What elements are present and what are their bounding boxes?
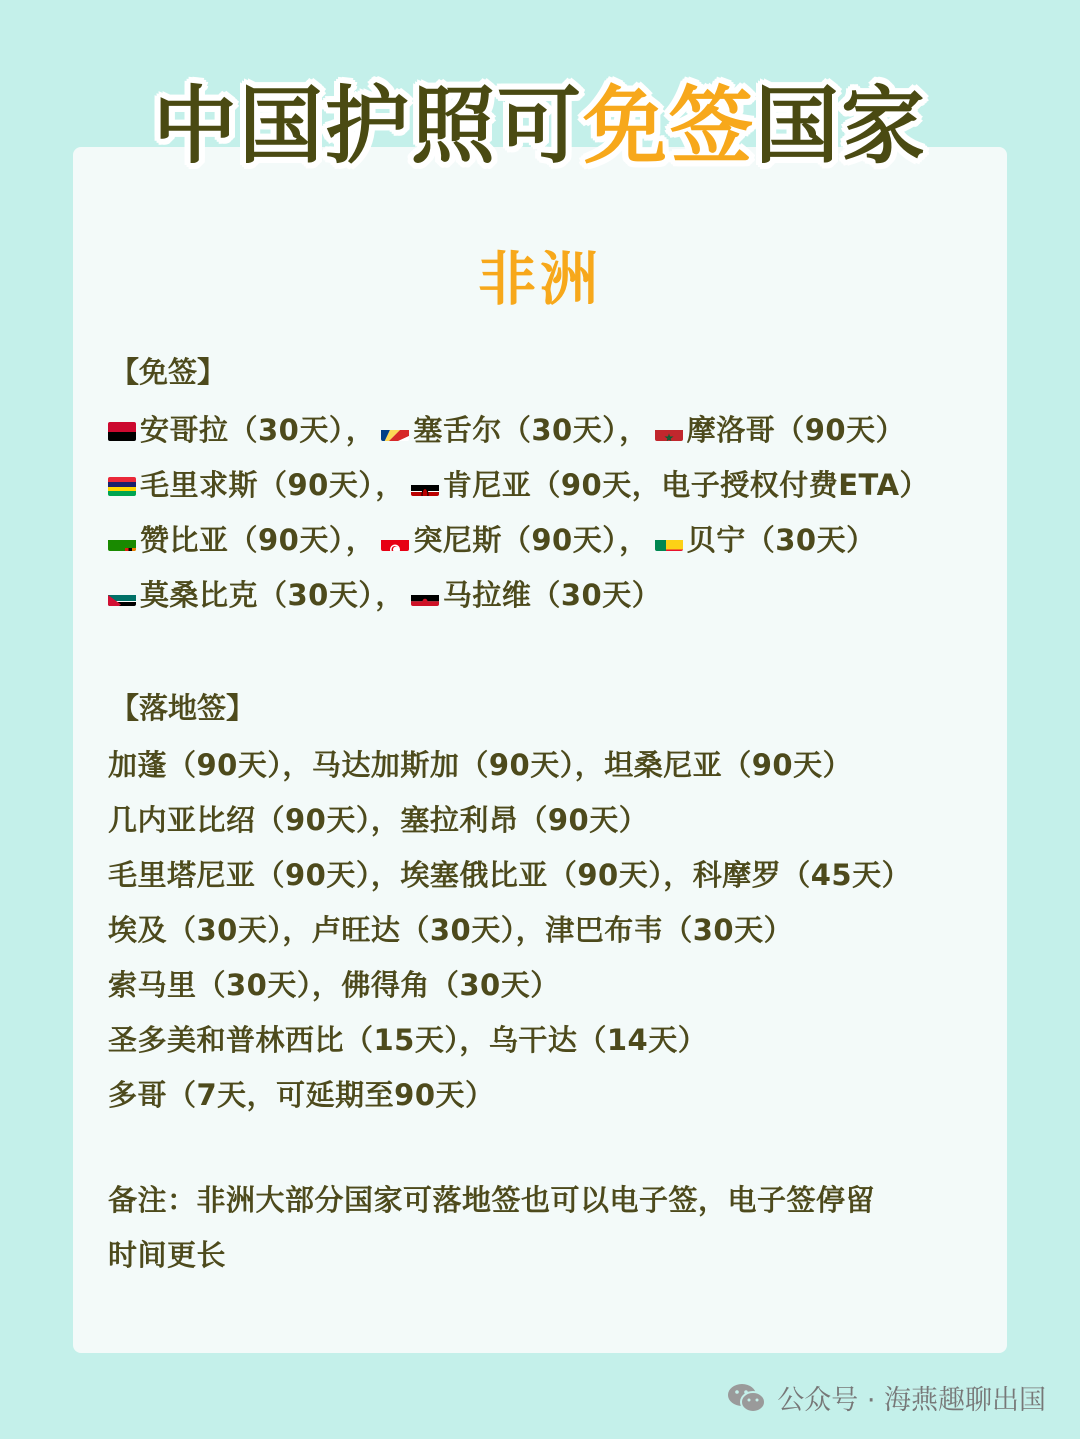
country-entry: 贝宁（30天）	[686, 523, 876, 557]
separator: ，	[345, 523, 376, 557]
country-entry: 突尼斯（90天）	[413, 523, 618, 557]
title-part2: 国家	[755, 77, 928, 175]
arrival-line: 几内亚比绍（90天），塞拉利昂（90天）	[108, 803, 649, 837]
arrival-line: 毛里塔尼亚（90天），埃塞俄比亚（90天），科摩罗（45天）	[108, 858, 912, 892]
separator: ，	[619, 413, 649, 447]
arrival-line: 索马里（30天），佛得角（30天）	[108, 968, 560, 1002]
arrival-line: 圣多美和普林西比（15天），乌干达（14天）	[108, 1023, 708, 1057]
kenya-flag-icon	[411, 477, 439, 496]
visa-free-row	[108, 463, 929, 504]
country-entry: 塞舌尔（30天）	[413, 413, 618, 447]
morocco-flag-icon	[655, 422, 683, 441]
seychelles-flag-icon	[381, 422, 409, 441]
separator: ，	[619, 523, 649, 557]
region-subtitle: 非洲	[477, 245, 602, 313]
arrival-line: 加蓬（90天），马达加斯加（90天），坦桑尼亚（90天）	[108, 748, 853, 782]
country-entry: 肯尼亚（90天，电子授权付费ETA）	[442, 468, 930, 502]
arrival-line: 埃及（30天），卢旺达（30天），津巴布韦（30天）	[108, 913, 794, 947]
note-line-1: 备注：非洲大部分国家可落地签也可以电子签，电子签停留	[108, 1183, 876, 1217]
country-entry: 安哥拉（30天）	[140, 413, 344, 447]
wechat-icon	[727, 1382, 767, 1414]
visa-free-row	[108, 573, 661, 614]
malawi-flag-icon	[411, 587, 439, 606]
benin-flag-icon	[655, 532, 683, 551]
country-entry: 马拉维（30天）	[442, 578, 662, 612]
arrival-line: 多哥（7天，可延期至90天）	[108, 1078, 495, 1112]
country-entry: 毛里求斯（90天）	[140, 468, 374, 502]
footer-text: 公众号 · 海燕趣聊出国	[777, 1385, 1046, 1416]
visa-free-row	[108, 518, 876, 559]
footer-watermark	[727, 1378, 1046, 1417]
country-entry: 莫桑比克（30天）	[140, 578, 374, 612]
page-title	[0, 78, 1080, 175]
separator: ，	[345, 413, 376, 447]
title-part1: 中国护照可	[152, 77, 583, 175]
visa-free-heading: 【免签】	[110, 355, 227, 389]
visa-free-row	[108, 408, 905, 449]
visa-on-arrival-heading: 【落地签】	[110, 691, 256, 725]
mozambique-flag-icon	[108, 587, 136, 606]
title-highlight: 免签	[582, 77, 755, 175]
country-entry: 赞比亚（90天）	[140, 523, 344, 557]
separator: ，	[375, 468, 405, 502]
tunisia-flag-icon	[381, 532, 409, 551]
zambia-flag-icon	[108, 532, 136, 551]
separator: ，	[375, 578, 405, 612]
mauritius-flag-icon	[108, 477, 136, 496]
angola-flag-icon	[108, 422, 136, 441]
country-entry: 摩洛哥（90天）	[686, 413, 906, 447]
note-line-2: 时间更长	[108, 1238, 227, 1272]
